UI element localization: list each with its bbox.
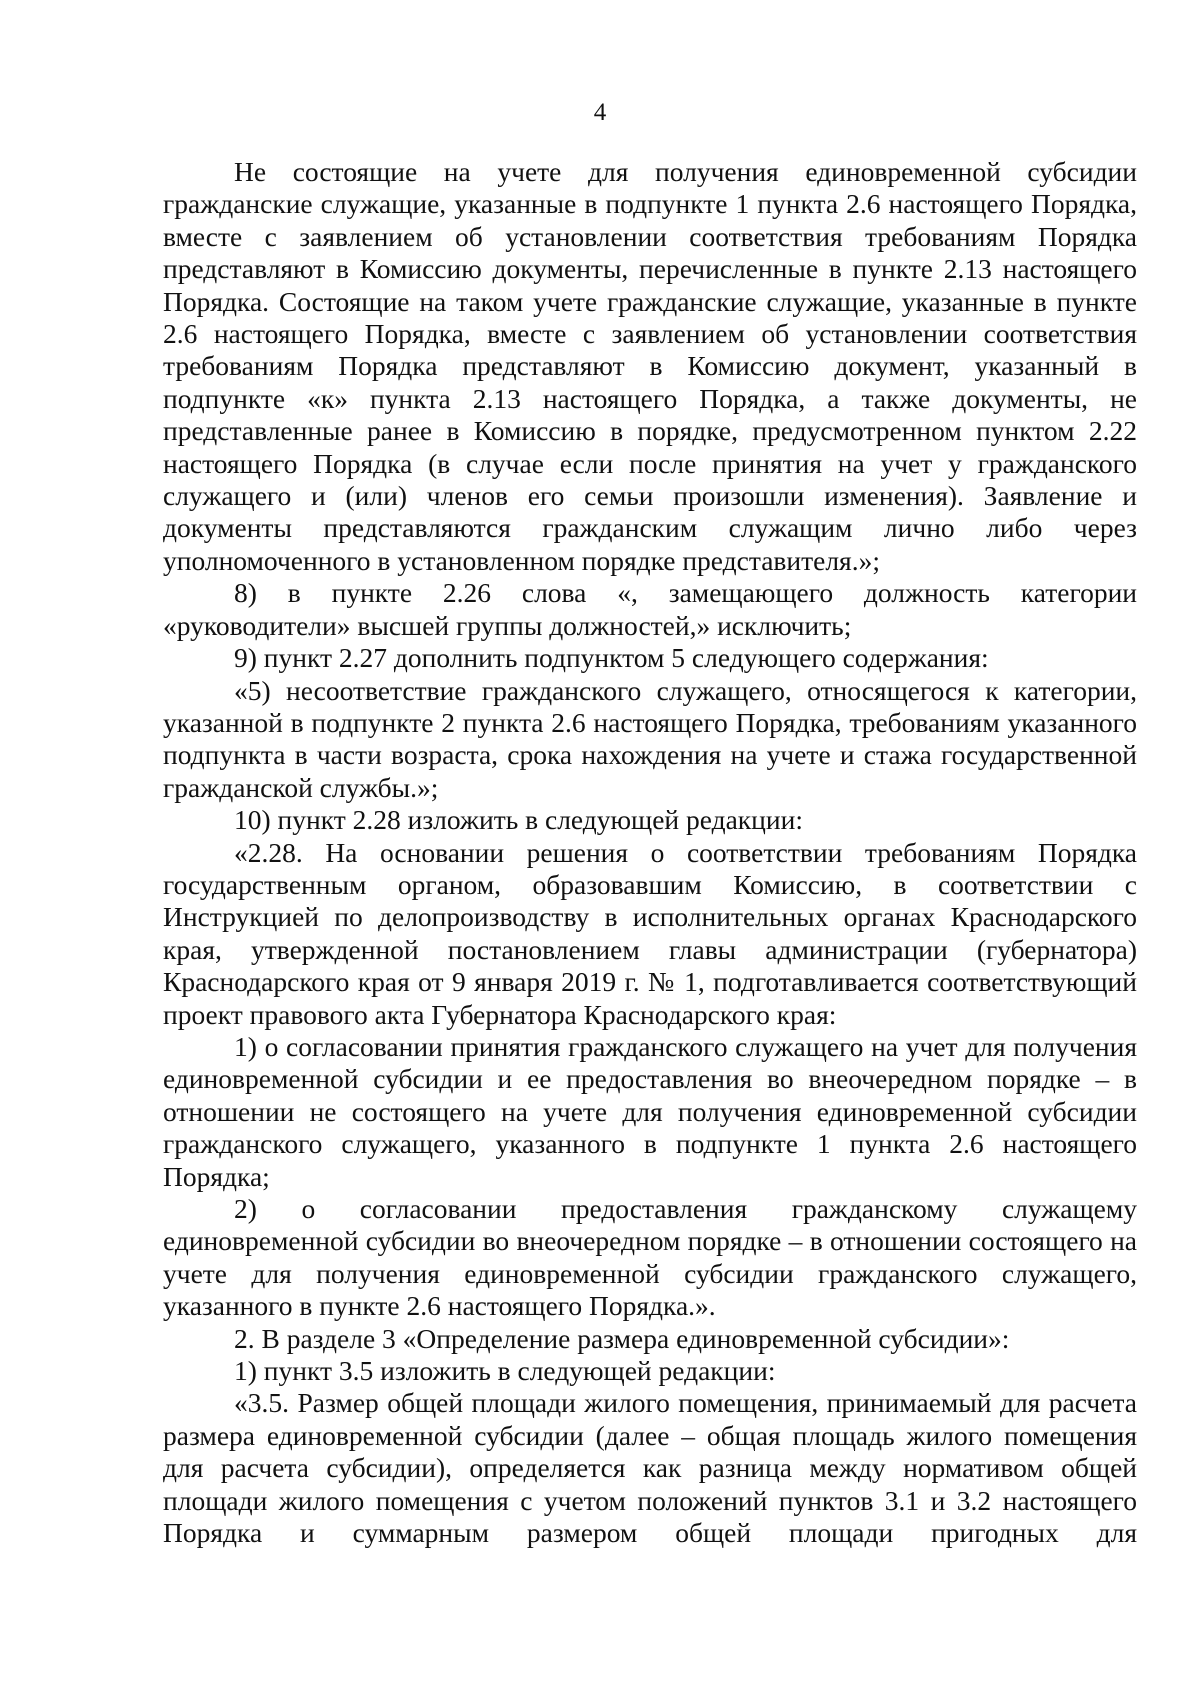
paragraph: 10) пункт 2.28 изложить в следующей редакции: (234, 804, 803, 836)
paragraph: 8) в пункте 2.26 слова «, замещающего должность категории «руководители» высшей группы должностей,» исключить; (163, 577, 1137, 641)
page-number: 4 (593, 99, 607, 126)
paragraph: 1) пункт 3.5 изложить в следующей редакции: (234, 1355, 776, 1387)
document-body (163, 156, 1137, 1549)
paragraph: 2) о согласовании предоставления гражданскому служащему единовременной субсидии во внеочередном порядке – в отношении состоящего на учете для получения единовременной субсидии гражданского служащего, указанного в пункте 2.6 настоящего Порядка.». (163, 1193, 1137, 1322)
paragraph: «5) несоответствие гражданского служащего, относящегося к категории, указанной в подпункте 2 пункта 2.6 настоящего Порядка, требованиям указанного подпункта в части возраста, срока нахождения на учете и стажа государственной гражданской службы.»; (163, 674, 1137, 803)
paragraph: Не состоящие на учете для получения единовременной субсидии гражданские служащие, указанные в подпункте 1 пункта 2.6 настоящего Порядка, вместе с заявлением об установлении соответствия требованиям Порядка представляют в Комиссию документы, перечисленные в пункте 2.13 настоящего Порядка. Состоящие на таком учете гражданские служащие, указанные в пункте 2.6 настоящего Порядка, вместе с заявлением об установлении соответствия требованиям Порядка представляют в Комиссию документ, указанный в подпункте «к» пункта 2.13 настоящего Порядка, а также документы, не представленные ранее в Комиссию в порядке, предусмотренном пунктом 2.22 настоящего Порядка (в случае если после принятия на учет у гражданского служащего и (или) членов его семьи произошли изменения). Заявление и документы представляются гражданским служащим лично либо через уполномоченного в установленном порядке представителя.»; (163, 156, 1137, 576)
paragraph: 1) о согласовании принятия гражданского служащего на учет для получения единовременной субсидии и ее предоставления во внеочередном порядке – в отношении не состоящего на учете для получения единовременной субсидии гражданского служащего, указанного в подпункте 1 пункта 2.6 настоящего Порядка; (163, 1030, 1137, 1192)
paragraph: «2.28. На основании решения о соответствии требованиям Порядка государственным органом, образовавшим Комиссию, в соответствии с Инструкцией по делопроизводству в исполнительных органах Краснодарского края, утвержденной постановлением главы администрации (губернатора) Краснодарского края от 9 января 2019 г. № 1, подготавливается соответствующий проект правового акта Губернатора Краснодарского края: (163, 836, 1137, 1030)
paragraph: «3.5. Размер общей площади жилого помещения, принимаемый для расчета размера единовременной субсидии (далее – общая площадь жилого помещения для расчета субсидии), определяется как разница между нормативом общей площади жилого помещения с учетом положений пунктов 3.1 и 3.2 настоящего Порядка и суммарным размером общей площади пригодных для (163, 1387, 1137, 1549)
paragraph: 9) пункт 2.27 дополнить подпунктом 5 следующего содержания: (234, 642, 989, 674)
paragraph: 2. В разделе 3 «Определение размера единовременной субсидии»: (234, 1322, 1010, 1354)
